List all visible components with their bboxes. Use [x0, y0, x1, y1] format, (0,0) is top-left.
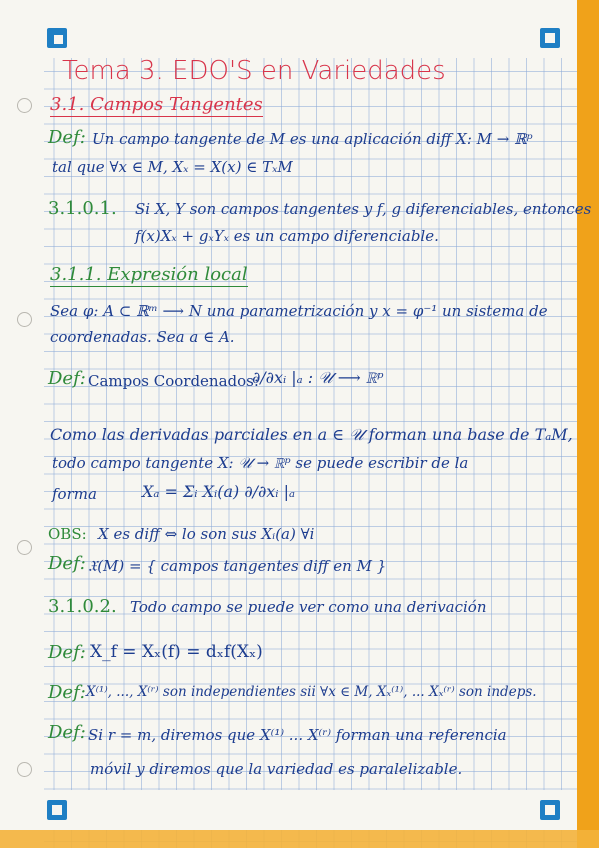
orange-edge-bottom — [0, 830, 599, 848]
proposition-text: Todo campo se puede ver como una derivación — [130, 598, 487, 616]
top-margin — [0, 0, 577, 58]
def-text: móvil y diremos que la variedad es paralelizable. — [90, 760, 463, 778]
paragraph-line: forma — [52, 485, 97, 503]
orange-edge-right — [577, 0, 599, 848]
proposition-label: 3.1.0.1. — [48, 198, 117, 219]
binder-hole-icon — [17, 98, 32, 113]
def-label: Def: — [48, 682, 86, 703]
def-text: Campos Coordenados: — [88, 372, 259, 390]
left-margin — [0, 0, 44, 848]
proposition-text: Si X, Y son campos tangentes y f, g diferenciables, entonces — [135, 200, 592, 218]
section-heading-3-1: 3.1. Campos Tangentes — [50, 94, 263, 115]
paragraph-line: Como las derivadas parciales en a ∈ 𝒰 forman una base de TₐM, — [50, 425, 573, 444]
section-heading-3-1-1: 3.1.1. Expresión local — [50, 264, 248, 285]
paragraph-line: todo campo tangente X: 𝒰 → ℝᵖ se puede escribir de la — [52, 454, 469, 472]
def-formula: ∂/∂xᵢ |ₐ : 𝒰 ⟶ ℝᵖ — [252, 368, 384, 387]
obs-label: OBS: — [48, 525, 87, 543]
proposition-label: 3.1.0.2. — [48, 596, 117, 617]
obs-text: X es diff ⇔ lo son sus Xᵢ(a) ∀i — [98, 525, 315, 543]
corner-marker-bottom-left-icon — [47, 800, 67, 820]
def-text: Si r = m, diremos que X⁽¹⁾ ... X⁽ʳ⁾ forman una referencia — [88, 726, 507, 744]
def-text: Un campo tangente de M es una aplicación diff X: M → ℝᵖ — [92, 130, 533, 148]
paragraph-line: Sea φ: A ⊂ ℝᵐ ⟶ N una parametrización y x = φ⁻¹ un sistema de — [50, 302, 548, 320]
bottom-margin — [0, 790, 577, 830]
def-text: 𝔛(M) = { campos tangentes diff en M } — [88, 557, 387, 575]
def-label: Def: — [48, 642, 86, 663]
binder-hole-icon — [17, 762, 32, 777]
formula: Xₐ = Σᵢ Xᵢ(a) ∂/∂xᵢ |ₐ — [142, 482, 295, 501]
corner-marker-top-left-icon — [47, 28, 67, 48]
corner-marker-bottom-right-icon — [540, 800, 560, 820]
def-label: Def: — [48, 722, 86, 743]
def-formula: X_f = Xₓ(f) = dₓf(Xₓ) — [90, 642, 263, 662]
def-label: Def: — [48, 553, 86, 574]
binder-hole-icon — [17, 540, 32, 555]
def-text: tal que ∀x ∈ M, Xₓ = X(x) ∈ TₓM — [52, 158, 293, 176]
def-label: Def: — [48, 127, 86, 148]
paragraph-line: coordenadas. Sea a ∈ A. — [50, 328, 235, 346]
def-label: Def: — [48, 368, 86, 389]
proposition-text: f(x)Xₓ + gₓYₓ es un campo diferenciable. — [135, 227, 439, 245]
def-text: X⁽¹⁾, ..., X⁽ʳ⁾ son independientes sii ∀x ∈ M, Xₓ⁽¹⁾, ... Xₓ⁽ʳ⁾ son indeps. — [86, 684, 537, 700]
binder-hole-icon — [17, 312, 32, 327]
page-title: Tema 3. EDO'S en Variedades — [62, 56, 446, 86]
corner-marker-top-right-icon — [540, 28, 560, 48]
